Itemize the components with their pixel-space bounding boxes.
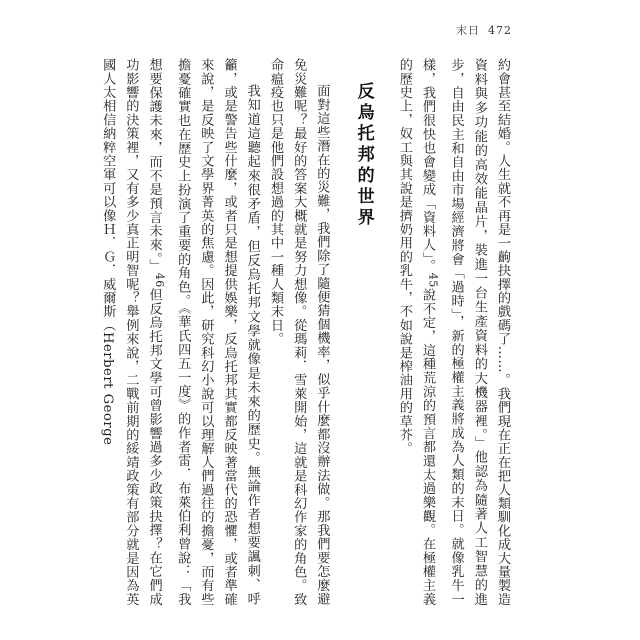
paragraph (264, 58, 334, 606)
page-number: 472 (488, 24, 512, 37)
paragraph-continued (393, 58, 514, 606)
paragraph-text: 約會甚至結婚。人生就不再是一齣抉擇的戲碼了……。我們現在正在把人類馴化成大量製造資料與多功能的高效能晶片，裝進一台生產資料的大機器裡。」他認為隨著人工智慧的進步，自由民主和自由市場經濟將會「過時」，新的極權主義將成為人類的末日。就像乳牛一樣，我們很快也會變成「資料人」。 (420, 58, 510, 606)
vertical-text-body (100, 58, 514, 606)
paragraph-text: 說不定，這種荒涼的預言都還太過樂觀。在極權主義的歷史上，奴工與其說是擠奶用的乳牛，不如說是榨油用的草芥。 (396, 58, 435, 606)
paragraph-text: 我知道這聽起來很矛盾，但反烏托邦文學就像是未來的歷史。無論作者想要諷刺、呼籲，或是警告些什麼，或者只是想提供娛樂，反烏托邦其實都反映著當代的恐懼，或者準確來說，是反映了文學界菁英的焦慮。因此，研究科幻小說可以理解人們過往的擔憂，而有些擔憂確實也在歷史上扮演了重要的角色。《華氏四五一度》的作者雷．布萊伯利曾說：「我想要保護未來，而不是預言未來。」 (146, 58, 260, 606)
footnote-marker: 45 (426, 272, 440, 288)
running-title: 末日 (456, 24, 480, 37)
paragraph (96, 58, 264, 606)
footnote-marker: 46 (152, 272, 166, 288)
paragraph-text: 但反烏托邦文學可曾影響過多少政策抉擇？在它們成功影響的決策裡，又有多少真正明智呢？舉例來說，二戰前期的綏靖政策有部分就是因為英國人太相信納粹空軍可以像Ｈ．Ｇ．威爾斯（Herbert George (100, 58, 162, 606)
running-header (456, 22, 512, 38)
section-heading: 反烏托邦的世界 (353, 82, 374, 229)
paragraph-text: 面對這些潛在的災難，我們除了隨便猜個機率，似乎什麼都沒辦法做。那我們要怎麼避免災難呢？最好的答案大概就是努力想像。從瑪莉．雪萊開始，這就是科幻作家的角色。致命瘟疫也只是他們設想過的其中一種人類末日。 (267, 58, 330, 606)
